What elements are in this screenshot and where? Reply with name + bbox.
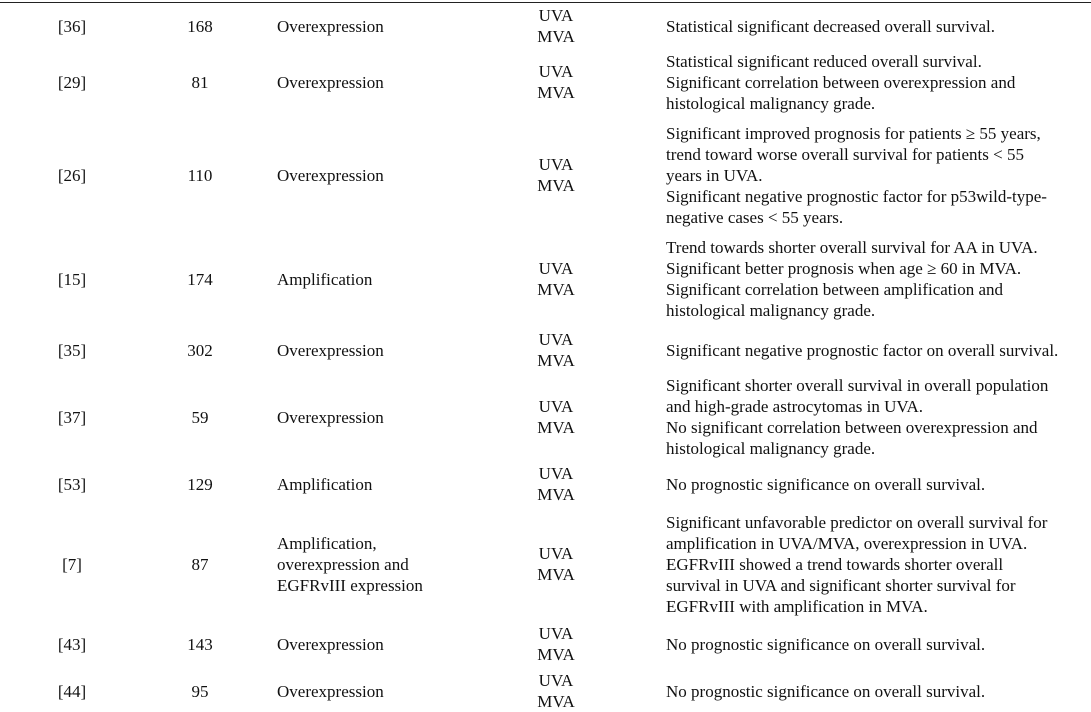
analysis-cell xyxy=(506,5,606,47)
ref-cell: [7] xyxy=(62,554,82,574)
result-line: Statistical significant reduced overall survival. xyxy=(666,51,982,71)
result-line: No significant correlation between overexpression and xyxy=(666,418,1038,437)
sample-size-cell: 110 xyxy=(187,165,213,185)
result-line: Significant negative prognostic factor for p53wild-type- xyxy=(666,186,1047,206)
analysis-uva: UVA xyxy=(538,671,574,690)
analysis-cell xyxy=(506,50,606,114)
analysis-cell xyxy=(506,462,606,506)
result-line: No prognostic significance on overall survival. xyxy=(666,634,986,654)
result-line: Significant correlation between amplification and xyxy=(666,280,1004,299)
analysis-mva: MVA xyxy=(537,418,575,437)
method-line: Overexpression xyxy=(277,407,384,427)
ref-cell: [29] xyxy=(57,72,87,92)
table-row xyxy=(0,328,1091,372)
method-line: Overexpression xyxy=(277,72,384,92)
sample-size-cell: 143 xyxy=(187,634,213,654)
result-cell xyxy=(666,122,1080,228)
analysis-cell xyxy=(506,622,606,666)
top-rule xyxy=(0,2,1091,3)
method-line: EGFRvIII expression xyxy=(277,575,423,595)
result-line: survival in UVA and significant shorter survival for xyxy=(666,575,1016,595)
analysis-cell xyxy=(506,122,606,228)
sample-size-cell: 302 xyxy=(187,340,213,360)
result-line: histological malignancy grade. xyxy=(666,439,876,458)
table-row xyxy=(0,50,1091,114)
table-row xyxy=(0,374,1091,460)
sample-size-cell: 87 xyxy=(191,554,209,574)
method-line: Amplification xyxy=(277,269,373,289)
analysis-cell xyxy=(506,510,606,618)
analysis-uva: UVA xyxy=(538,62,574,81)
method-line: Amplification xyxy=(277,474,373,494)
result-line: Significant unfavorable predictor on overall survival for xyxy=(666,512,1048,532)
analysis-uva: UVA xyxy=(538,330,574,349)
result-cell xyxy=(666,622,1080,666)
analysis-mva: MVA xyxy=(537,27,575,46)
method-line: overexpression and xyxy=(277,554,409,574)
method-line: Overexpression xyxy=(277,165,384,185)
sample-size-cell: 174 xyxy=(187,269,213,289)
result-cell xyxy=(666,50,1080,114)
result-cell xyxy=(666,328,1080,372)
analysis-mva: MVA xyxy=(537,83,575,102)
sample-size-cell: 81 xyxy=(191,72,209,92)
result-line: No prognostic significance on overall survival. xyxy=(666,474,986,494)
method-line: Overexpression xyxy=(277,340,384,360)
analysis-uva: UVA xyxy=(538,397,574,416)
analysis-uva: UVA xyxy=(538,464,574,483)
result-line: histological malignancy grade. xyxy=(666,93,876,113)
analysis-mva: MVA xyxy=(537,565,575,584)
result-line: Statistical significant decreased overall survival. xyxy=(666,16,996,36)
ref-cell: [53] xyxy=(57,474,87,494)
sample-size-cell: 95 xyxy=(191,681,209,701)
analysis-cell xyxy=(506,374,606,460)
analysis-uva: UVA xyxy=(538,259,574,278)
result-line: Trend towards shorter overall survival for AA in UVA. xyxy=(666,238,1038,257)
result-line: Significant shorter overall survival in overall population xyxy=(666,376,1049,395)
sample-size-cell: 129 xyxy=(187,474,213,494)
ref-cell: [15] xyxy=(57,269,87,289)
analysis-mva: MVA xyxy=(537,280,575,299)
table-row xyxy=(0,510,1091,618)
table-row xyxy=(0,122,1091,228)
result-line: EGFRvIII showed a trend towards shorter overall xyxy=(666,554,1004,574)
analysis-mva: MVA xyxy=(537,645,575,664)
result-line: histological malignancy grade. xyxy=(666,301,876,320)
ref-cell: [44] xyxy=(57,681,87,701)
ref-cell: [37] xyxy=(57,407,87,427)
result-line: trend toward worse overall survival for patients < 55 xyxy=(666,144,1024,164)
method-cell xyxy=(277,670,527,712)
result-cell xyxy=(666,374,1080,460)
analysis-uva: UVA xyxy=(538,544,574,563)
method-cell xyxy=(277,622,527,666)
method-line: Amplification, xyxy=(277,533,377,553)
result-line: EGFRvIII with amplification in MVA. xyxy=(666,596,928,616)
method-cell xyxy=(277,5,527,47)
method-cell xyxy=(277,122,527,228)
result-cell xyxy=(666,462,1080,506)
method-cell xyxy=(277,236,527,322)
analysis-mva: MVA xyxy=(537,692,575,711)
result-line: Significant improved prognosis for patients ≥ 55 years, xyxy=(666,123,1041,143)
result-cell xyxy=(666,510,1080,618)
analysis-cell xyxy=(506,328,606,372)
analysis-cell xyxy=(506,236,606,322)
result-cell xyxy=(666,670,1080,712)
result-cell xyxy=(666,236,1080,322)
result-line: years in UVA. xyxy=(666,165,763,185)
method-line: Overexpression xyxy=(277,681,384,701)
result-cell xyxy=(666,5,1080,47)
method-line: Overexpression xyxy=(277,634,384,654)
method-cell xyxy=(277,328,527,372)
analysis-uva: UVA xyxy=(538,155,574,174)
result-line: No prognostic significance on overall survival. xyxy=(666,681,986,701)
analysis-mva: MVA xyxy=(537,485,575,504)
method-cell xyxy=(277,50,527,114)
analysis-uva: UVA xyxy=(538,6,574,25)
result-line: negative cases < 55 years. xyxy=(666,207,844,227)
result-line: and high-grade astrocytomas in UVA. xyxy=(666,397,923,416)
sample-size-cell: 59 xyxy=(191,407,209,427)
method-cell xyxy=(277,510,527,618)
table-row xyxy=(0,462,1091,506)
sample-size-cell: 168 xyxy=(187,16,213,36)
result-line: Significant better prognosis when age ≥ 60 in MVA. xyxy=(666,259,1022,278)
ref-cell: [26] xyxy=(57,165,87,185)
method-line: Overexpression xyxy=(277,16,384,36)
ref-cell: [43] xyxy=(57,634,87,654)
analysis-cell xyxy=(506,670,606,712)
table-row xyxy=(0,5,1091,47)
ref-cell: [36] xyxy=(57,16,87,36)
table-row xyxy=(0,236,1091,322)
analysis-mva: MVA xyxy=(537,351,575,370)
table-row xyxy=(0,670,1091,712)
table-row xyxy=(0,622,1091,666)
analysis-uva: UVA xyxy=(538,624,574,643)
ref-cell: [35] xyxy=(57,340,87,360)
result-line: Significant correlation between overexpression and xyxy=(666,72,1016,92)
result-line: amplification in UVA/MVA, overexpression in UVA. xyxy=(666,533,1028,553)
method-cell xyxy=(277,462,527,506)
method-cell xyxy=(277,374,527,460)
result-line: Significant negative prognostic factor on overall survival. xyxy=(666,340,1059,360)
analysis-mva: MVA xyxy=(537,176,575,195)
